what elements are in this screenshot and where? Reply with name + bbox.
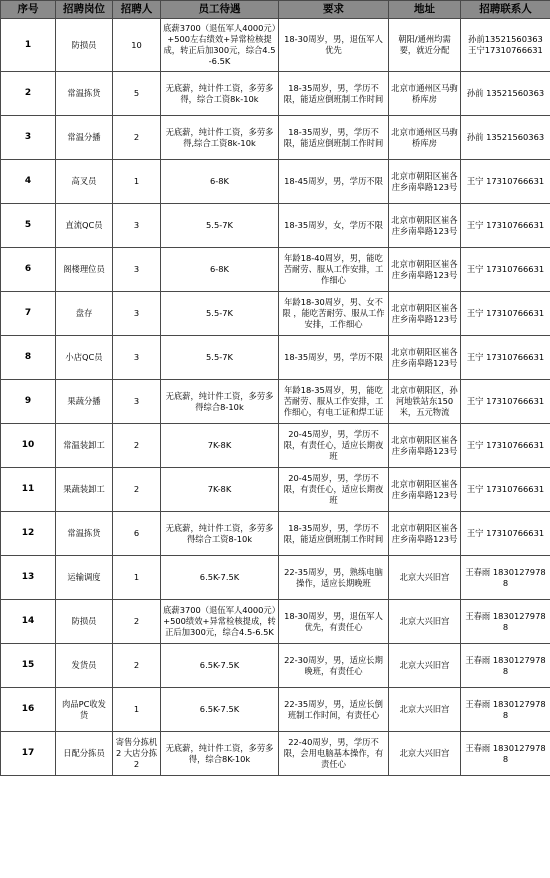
cell-pay: 底薪3700（退伍军人4000元）+500绩效+异常检核提成，转正后加300元，综合4.5-6.5K [161, 600, 279, 644]
cell-address: 朝阳/通州均需要，就近分配 [389, 19, 461, 72]
cell-address: 北京市朝阳区崔各庄乡南皋路123号 [389, 468, 461, 512]
cell-address: 北京大兴旧宫 [389, 600, 461, 644]
cell-index: 7 [1, 292, 56, 336]
cell-position: 高叉员 [56, 160, 113, 204]
table-row [1, 600, 550, 644]
cell-requirement: 年龄18-35周岁，男，能吃苦耐劳、服从工作安排，工作细心，有电工证和焊工证 [279, 380, 389, 424]
cell-pay: 5.5-7K [161, 292, 279, 336]
cell-address: 北京市朝阳区崔各庄乡南皋路123号 [389, 292, 461, 336]
header-contact: 招聘联系人 [461, 1, 550, 19]
cell-pay: 6.5K-7.5K [161, 688, 279, 732]
table-row [1, 336, 550, 380]
cell-contact: 王春雨 18301279788 [461, 600, 550, 644]
cell-requirement: 年龄18-40周岁，男，能吃苦耐劳、服从工作安排，工作细心 [279, 248, 389, 292]
cell-position: 阁楼理位员 [56, 248, 113, 292]
cell-count: 2 [113, 600, 161, 644]
cell-pay: 7K-8K [161, 424, 279, 468]
cell-contact: 王宁 17310766631 [461, 292, 550, 336]
table-row [1, 468, 550, 512]
cell-pay: 底薪3700（退伍军人4000元）+500左右绩效+异常检核提成，转正后加300元，综合4.5-6.5K [161, 19, 279, 72]
cell-position: 常温装卸工 [56, 424, 113, 468]
cell-requirement: 22-35周岁，男，熟练电脑操作，适应长期晚班 [279, 556, 389, 600]
table-row [1, 512, 550, 556]
cell-pay: 7K-8K [161, 468, 279, 512]
cell-requirement: 年龄18-30周岁，男、女不限 ，能吃苦耐劳、服从工作安排，工作细心 [279, 292, 389, 336]
cell-count: 1 [113, 688, 161, 732]
cell-address: 北京市朝阳区崔各庄乡南皋路123号 [389, 424, 461, 468]
cell-index: 10 [1, 424, 56, 468]
cell-pay: 5.5-7K [161, 204, 279, 248]
header-address: 地址 [389, 1, 461, 19]
cell-index: 1 [1, 19, 56, 72]
cell-pay: 6.5K-7.5K [161, 556, 279, 600]
table-row [1, 204, 550, 248]
cell-contact: 孙前 13521560363 [461, 116, 550, 160]
cell-index: 2 [1, 72, 56, 116]
table-row [1, 644, 550, 688]
cell-position: 盘存 [56, 292, 113, 336]
table-row [1, 556, 550, 600]
cell-count: 1 [113, 556, 161, 600]
cell-index: 11 [1, 468, 56, 512]
cell-position: 果蔬分播 [56, 380, 113, 424]
cell-contact: 王春雨 18301279788 [461, 732, 550, 776]
cell-requirement: 18-35周岁，男，学历不限，能适应倒班制工作时间 [279, 116, 389, 160]
cell-contact: 王春雨 18301279788 [461, 556, 550, 600]
cell-requirement: 18-30周岁，男，退伍军人优先，有责任心 [279, 600, 389, 644]
cell-contact: 王宁 17310766631 [461, 336, 550, 380]
cell-position: 防损员 [56, 600, 113, 644]
cell-pay: 6.5K-7.5K [161, 644, 279, 688]
cell-requirement: 18-35周岁，女，学历不限 [279, 204, 389, 248]
table-body [1, 19, 550, 776]
cell-index: 6 [1, 248, 56, 292]
cell-contact: 王宁 17310766631 [461, 160, 550, 204]
cell-index: 5 [1, 204, 56, 248]
header-requirement: 要求 [279, 1, 389, 19]
cell-position: 肉品PC收发货 [56, 688, 113, 732]
table-row [1, 292, 550, 336]
cell-pay: 无底薪，纯计件工资，多劳多得,综合工资8k-10k [161, 116, 279, 160]
cell-address: 北京大兴旧宫 [389, 556, 461, 600]
cell-address: 北京市朝阳区，孙河地铁站东150米，五元物流 [389, 380, 461, 424]
cell-position: 常温拣货 [56, 512, 113, 556]
cell-position: 运输调度 [56, 556, 113, 600]
cell-index: 12 [1, 512, 56, 556]
cell-position: 果蔬装卸工 [56, 468, 113, 512]
cell-contact: 孙前 13521560363 [461, 72, 550, 116]
cell-address: 北京市朝阳区崔各庄乡南皋路123号 [389, 204, 461, 248]
cell-index: 8 [1, 336, 56, 380]
cell-count: 寄售分拣机2 大店分拣2 [113, 732, 161, 776]
cell-count: 3 [113, 204, 161, 248]
cell-index: 3 [1, 116, 56, 160]
cell-position: 常温拣货 [56, 72, 113, 116]
cell-address: 北京市通州区马驹桥库房 [389, 116, 461, 160]
cell-requirement: 22-35周岁，男，适应长倒班制工作时间，有责任心 [279, 688, 389, 732]
cell-address: 北京大兴旧宫 [389, 644, 461, 688]
cell-pay: 6-8K [161, 160, 279, 204]
cell-pay: 6-8K [161, 248, 279, 292]
cell-requirement: 20-45周岁，男，学历不限，有责任心，适应长期夜班 [279, 424, 389, 468]
header-position: 招聘岗位 [56, 1, 113, 19]
cell-requirement: 22-40周岁，男，学历不限，会用电脑基本操作，有责任心 [279, 732, 389, 776]
cell-index: 13 [1, 556, 56, 600]
header-pay: 员工待遇 [161, 1, 279, 19]
cell-contact: 王宁 17310766631 [461, 512, 550, 556]
cell-position: 日配分拣员 [56, 732, 113, 776]
cell-position: 防损员 [56, 19, 113, 72]
cell-count: 3 [113, 248, 161, 292]
table-row [1, 688, 550, 732]
cell-count: 10 [113, 19, 161, 72]
cell-requirement: 18-30周岁，男，退伍军人优先 [279, 19, 389, 72]
cell-count: 5 [113, 72, 161, 116]
cell-requirement: 18-35周岁，男，学历不限，能适应倒班制工作时间 [279, 72, 389, 116]
cell-index: 16 [1, 688, 56, 732]
cell-count: 2 [113, 116, 161, 160]
cell-pay: 5.5-7K [161, 336, 279, 380]
cell-requirement: 18-45周岁，男，学历不限 [279, 160, 389, 204]
cell-count: 3 [113, 380, 161, 424]
cell-count: 2 [113, 424, 161, 468]
table-row [1, 732, 550, 776]
cell-requirement: 18-35周岁，男，学历不限，能适应倒班制工作时间 [279, 512, 389, 556]
table-header-row [1, 1, 550, 19]
table-row [1, 116, 550, 160]
cell-index: 15 [1, 644, 56, 688]
cell-contact: 王宁 17310766631 [461, 468, 550, 512]
table-row [1, 160, 550, 204]
cell-count: 1 [113, 160, 161, 204]
table-row [1, 19, 550, 72]
cell-position: 直流QC员 [56, 204, 113, 248]
cell-requirement: 20-45周岁，男，学历不限，有责任心，适应长期夜班 [279, 468, 389, 512]
cell-index: 4 [1, 160, 56, 204]
cell-index: 9 [1, 380, 56, 424]
cell-count: 6 [113, 512, 161, 556]
table-row [1, 380, 550, 424]
cell-requirement: 22-30周岁，男，适应长期晚班，有责任心 [279, 644, 389, 688]
header-index: 序号 [1, 1, 56, 19]
cell-contact: 王宁 17310766631 [461, 248, 550, 292]
cell-address: 北京市朝阳区崔各庄乡南皋路123号 [389, 512, 461, 556]
cell-pay: 无底薪，纯计件工资，多劳多得，综合8K-10k [161, 732, 279, 776]
cell-position: 发货员 [56, 644, 113, 688]
table-row [1, 72, 550, 116]
cell-address: 北京市朝阳区崔各庄乡南皋路123号 [389, 336, 461, 380]
cell-pay: 无底薪，纯计件工资，多劳多得综合8-10k [161, 380, 279, 424]
cell-count: 2 [113, 468, 161, 512]
cell-contact: 王宁 17310766631 [461, 204, 550, 248]
cell-contact: 王宁 17310766631 [461, 424, 550, 468]
table-row [1, 248, 550, 292]
cell-pay: 无底薪，纯计件工资，多劳多得综合工资8-10k [161, 512, 279, 556]
cell-contact: 王宁 17310766631 [461, 380, 550, 424]
cell-count: 3 [113, 292, 161, 336]
cell-requirement: 18-35周岁，男，学历不限 [279, 336, 389, 380]
cell-contact: 王春雨 18301279788 [461, 688, 550, 732]
cell-address: 北京大兴旧宫 [389, 732, 461, 776]
cell-address: 北京市通州区马驹桥库房 [389, 72, 461, 116]
cell-count: 2 [113, 644, 161, 688]
cell-index: 14 [1, 600, 56, 644]
table-row [1, 424, 550, 468]
cell-pay: 无底薪，纯计件工资，多劳多得，综合工资8k-10k [161, 72, 279, 116]
cell-address: 北京大兴旧宫 [389, 688, 461, 732]
cell-count: 3 [113, 336, 161, 380]
header-count: 招聘人 [113, 1, 161, 19]
cell-contact: 孙前13521560363 王宁17310766631 [461, 19, 550, 72]
cell-position: 小店QC员 [56, 336, 113, 380]
cell-address: 北京市朝阳区崔各庄乡南皋路123号 [389, 248, 461, 292]
cell-index: 17 [1, 732, 56, 776]
cell-address: 北京市朝阳区崔各庄乡南皋路123号 [389, 160, 461, 204]
cell-position: 常温分播 [56, 116, 113, 160]
cell-contact: 王春雨 18301279788 [461, 644, 550, 688]
